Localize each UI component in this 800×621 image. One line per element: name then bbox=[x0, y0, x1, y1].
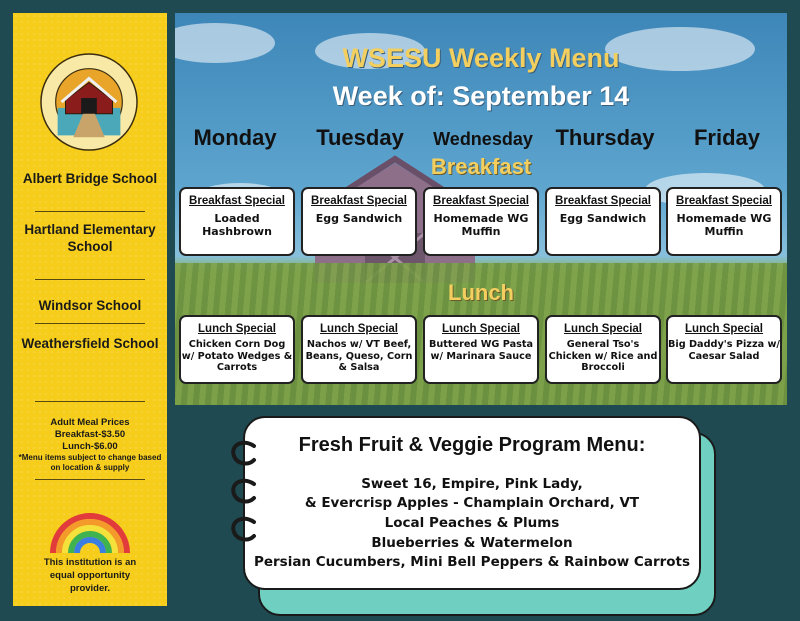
breakfast-card-monday bbox=[179, 187, 295, 256]
card-heading: Lunch Special bbox=[564, 323, 642, 335]
card-menu-item: Chicken Corn Dog w/ Potato Wedges & Carrots bbox=[181, 339, 293, 373]
card-menu-item: Homemade WG Muffin bbox=[676, 212, 772, 238]
lunch-card-monday bbox=[179, 315, 295, 384]
card-heading: Breakfast Special bbox=[555, 195, 651, 207]
card-menu-item: General Tso's Chicken w/ Rice and Broccoli bbox=[548, 339, 658, 373]
card-heading: Lunch Special bbox=[442, 323, 520, 335]
lunch-card-wednesday bbox=[423, 315, 539, 384]
sidebar-divider bbox=[35, 279, 145, 280]
card-menu-item: Big Daddy's Pizza w/ Caesar Salad bbox=[668, 339, 780, 362]
card-heading: Lunch Special bbox=[685, 323, 763, 335]
day-monday: Monday bbox=[193, 125, 277, 150]
spiral-ring-icon bbox=[228, 478, 260, 508]
breakfast-card-wednesday bbox=[423, 187, 539, 256]
lunch-card-tuesday bbox=[301, 315, 417, 384]
week-of-date: Week of: September 14 bbox=[332, 81, 630, 111]
school-weathersfield: Weathersfield School bbox=[21, 336, 159, 351]
adult-meal-prices bbox=[17, 417, 163, 473]
breakfast-card-thursday bbox=[545, 187, 661, 256]
sidebar bbox=[13, 13, 167, 606]
fruit-program-item: & Evercrisp Apples - Champlain Orchard, VT bbox=[304, 495, 640, 511]
school-hartland: Hartland Elementary School bbox=[24, 222, 156, 254]
card-menu-item: Nachos w/ VT Beef, Beans, Queso, Corn & Salsa bbox=[305, 339, 413, 373]
day-thursday: Thursday bbox=[555, 125, 655, 150]
rainbow-icon bbox=[49, 509, 131, 555]
sidebar-divider bbox=[35, 401, 145, 402]
card-heading: Breakfast Special bbox=[433, 195, 529, 207]
card-heading: Lunch Special bbox=[198, 323, 276, 335]
spiral-ring-icon bbox=[228, 440, 260, 470]
lunch-heading: Lunch bbox=[448, 280, 514, 305]
card-heading: Breakfast Special bbox=[189, 195, 285, 207]
day-friday: Friday bbox=[693, 125, 761, 150]
breakfast-card-tuesday bbox=[301, 187, 417, 256]
day-tuesday: Tuesday bbox=[316, 125, 404, 150]
sidebar-divider bbox=[35, 211, 145, 212]
card-heading: Breakfast Special bbox=[311, 195, 407, 207]
sidebar-divider bbox=[35, 479, 145, 480]
equal-opportunity-statement: This institution is an equal opportunity provider. bbox=[43, 557, 137, 594]
breakfast-heading: Breakfast bbox=[430, 154, 532, 179]
card-menu-item: Buttered WG Pasta w/ Marinara Sauce bbox=[428, 339, 534, 362]
card-heading: Breakfast Special bbox=[676, 195, 772, 207]
fruit-program-item: Sweet 16, Empire, Pink Lady, bbox=[361, 476, 583, 492]
card-menu-item: Egg Sandwich bbox=[559, 212, 647, 225]
card-menu-item: Egg Sandwich bbox=[315, 212, 403, 225]
lunch-price: Lunch-$6.00 bbox=[62, 441, 118, 452]
prices-title: Adult Meal Prices bbox=[50, 417, 130, 428]
district-seal-logo bbox=[40, 53, 138, 151]
lunch-card-friday bbox=[666, 315, 782, 384]
breakfast-price: Breakfast-$3.50 bbox=[54, 429, 126, 440]
spiral-ring-icon bbox=[228, 516, 260, 546]
fruit-program-title: Fresh Fruit & Veggie Program Menu: bbox=[298, 434, 646, 456]
card-menu-item: Loaded Hashbrown bbox=[202, 212, 272, 238]
school-windsor: Windsor School bbox=[38, 298, 142, 313]
sidebar-divider bbox=[35, 323, 145, 324]
card-heading: Lunch Special bbox=[320, 323, 398, 335]
card-menu-item: Homemade WG Muffin bbox=[433, 212, 529, 238]
school-albert-bridge: Albert Bridge School bbox=[22, 171, 158, 186]
weekly-menu-board bbox=[175, 13, 787, 405]
lunch-card-thursday bbox=[545, 315, 661, 384]
page-title: WSESU Weekly Menu bbox=[342, 43, 620, 73]
fruit-veggie-notebook bbox=[243, 416, 701, 590]
breakfast-card-friday bbox=[666, 187, 782, 256]
fruit-program-item: Persian Cucumbers, Mini Bell Peppers & Rainbow Carrots bbox=[253, 554, 691, 570]
prices-note: *Menu items subject to change based on location & supply bbox=[18, 453, 162, 472]
day-wednesday: Wednesday bbox=[433, 129, 533, 149]
fruit-program-item: Local Peaches & Plums bbox=[384, 515, 560, 531]
fruit-program-item: Blueberries & Watermelon bbox=[371, 535, 573, 551]
